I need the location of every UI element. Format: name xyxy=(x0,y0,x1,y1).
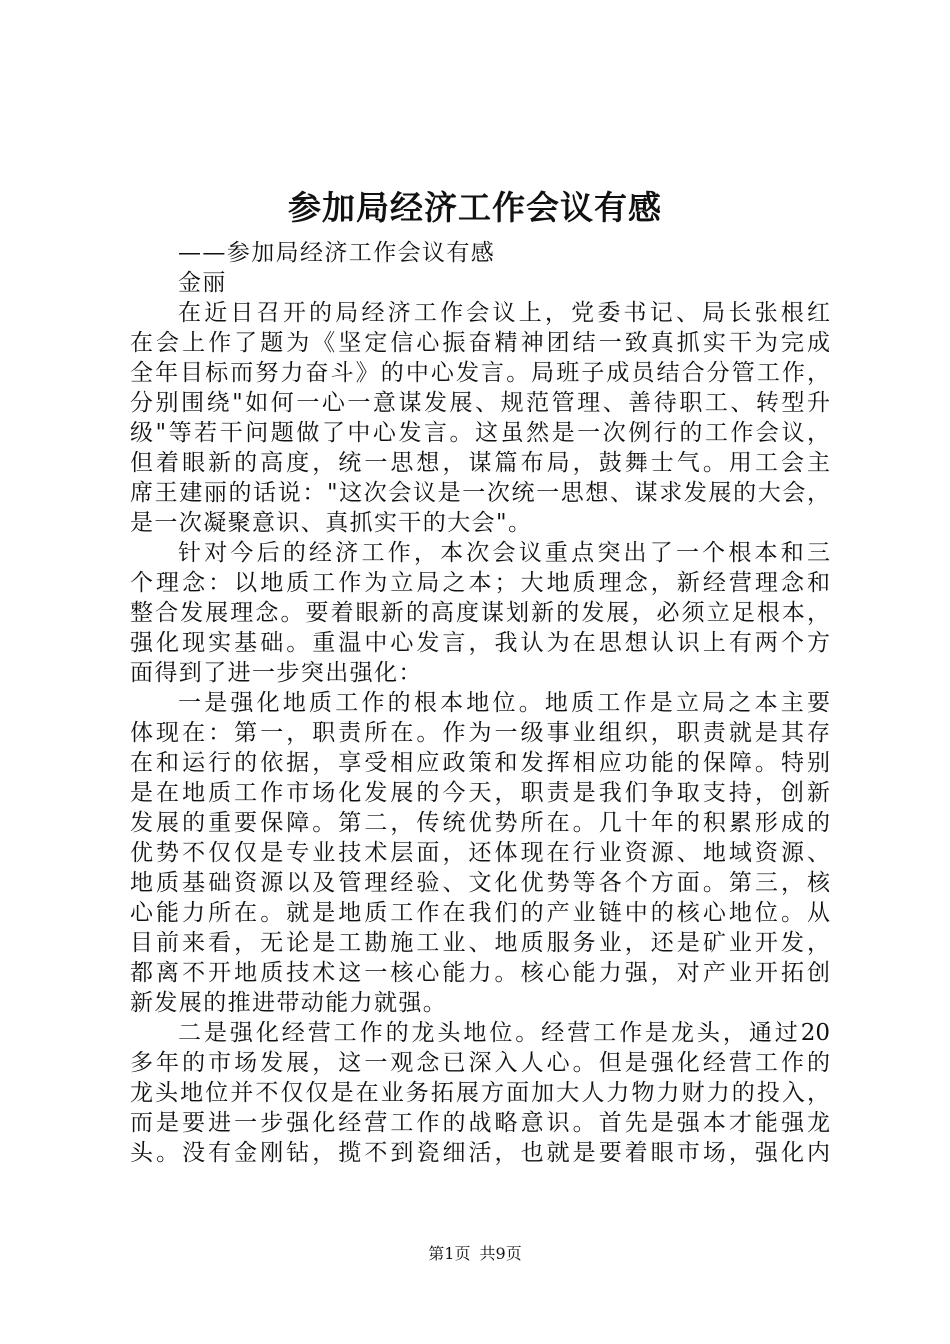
body-line: 席王建丽的话说："这次会议是一次统一思想、谋求发展的大会， xyxy=(130,480,830,506)
body-line: 优势不仅仅是专业技术层面，还体现在行业资源、地域资源、 xyxy=(130,840,830,866)
document-title: 参加局经济工作会议有感 xyxy=(288,188,662,227)
body-line: 地质基础资源以及管理经验、文化优势等各个方面。第三，核 xyxy=(130,870,830,896)
body-line: 龙头地位并不仅仅是在业务拓展方面加大人力物力财力的投入， xyxy=(130,1080,830,1106)
body-line: 目前来看，无论是工勘施工业、地质服务业，还是矿业开发， xyxy=(130,930,830,956)
body-line: 强化现实基础。重温中心发言，我认为在思想认识上有两个方 xyxy=(130,630,830,656)
body-line: 多年的市场发展，这一观念已深入人心。但是强化经营工作的 xyxy=(130,1050,830,1076)
body-line: 在近日召开的局经济工作会议上，党委书记、局长张根红 xyxy=(178,300,830,326)
body-line: 发展的重要保障。第二，传统优势所在。几十年的积累形成的 xyxy=(130,810,830,836)
body-line: 面得到了进一步突出强化： xyxy=(130,660,423,686)
body-line: 级"等若干问题做了中心发言。这虽然是一次例行的工作会议， xyxy=(130,420,830,446)
body-line: 是一次凝聚意识、真抓实干的大会"。 xyxy=(130,510,533,536)
page-number: 第1页 xyxy=(428,1244,471,1263)
body-line: 在和运行的依据，享受相应政策和发挥相应功能的保障。特别 xyxy=(130,750,830,776)
body-line: 针对今后的经济工作，本次会议重点突出了一个根本和三 xyxy=(178,540,830,566)
body-line: 但着眼新的高度，统一思想，谋篇布局，鼓舞士气。用工会主 xyxy=(130,450,830,476)
body-line: 个理念：以地质工作为立局之本；大地质理念，新经营理念和 xyxy=(130,570,830,596)
body-line: 二是强化经营工作的龙头地位。经营工作是龙头，通过20 xyxy=(178,1020,830,1046)
page-footer xyxy=(0,1243,950,1265)
body-line: 新发展的推进带动能力就强。 xyxy=(130,990,448,1016)
subtitle: ——参加局经济工作会议有感 xyxy=(178,240,496,266)
body-line: 是在地质工作市场化发展的今天，职责是我们争取支持，创新 xyxy=(130,780,830,806)
body-line: 头。没有金刚钻，揽不到瓷细活，也就是要着眼市场，强化内 xyxy=(130,1140,830,1166)
body-line: 心能力所在。就是地质工作在我们的产业链中的核心地位。从 xyxy=(130,900,830,926)
body-line: 分别围绕"如何一心一意谋发展、规范管理、善待职工、转型升 xyxy=(130,390,830,416)
body-line: 都离不开地质技术这一核心能力。核心能力强，对产业开拓创 xyxy=(130,960,830,986)
author: 金丽 xyxy=(178,270,227,296)
body-line: 在会上作了题为《坚定信心振奋精神团结一致真抓实干为完成 xyxy=(130,330,830,356)
body-line: 体现在：第一，职责所在。作为一级事业组织，职责就是其存 xyxy=(130,720,830,746)
body-line: 一是强化地质工作的根本地位。地质工作是立局之本主要 xyxy=(178,690,830,716)
page-total: 共9页 xyxy=(479,1244,522,1263)
document-body xyxy=(130,238,830,1168)
body-line: 而是要进一步强化经营工作的战略意识。首先是强本才能强龙 xyxy=(130,1110,830,1136)
body-line: 全年目标而努力奋斗》的中心发言。局班子成员结合分管工作， xyxy=(130,360,830,386)
body-line: 整合发展理念。要着眼新的高度谋划新的发展，必须立足根本， xyxy=(130,600,830,626)
